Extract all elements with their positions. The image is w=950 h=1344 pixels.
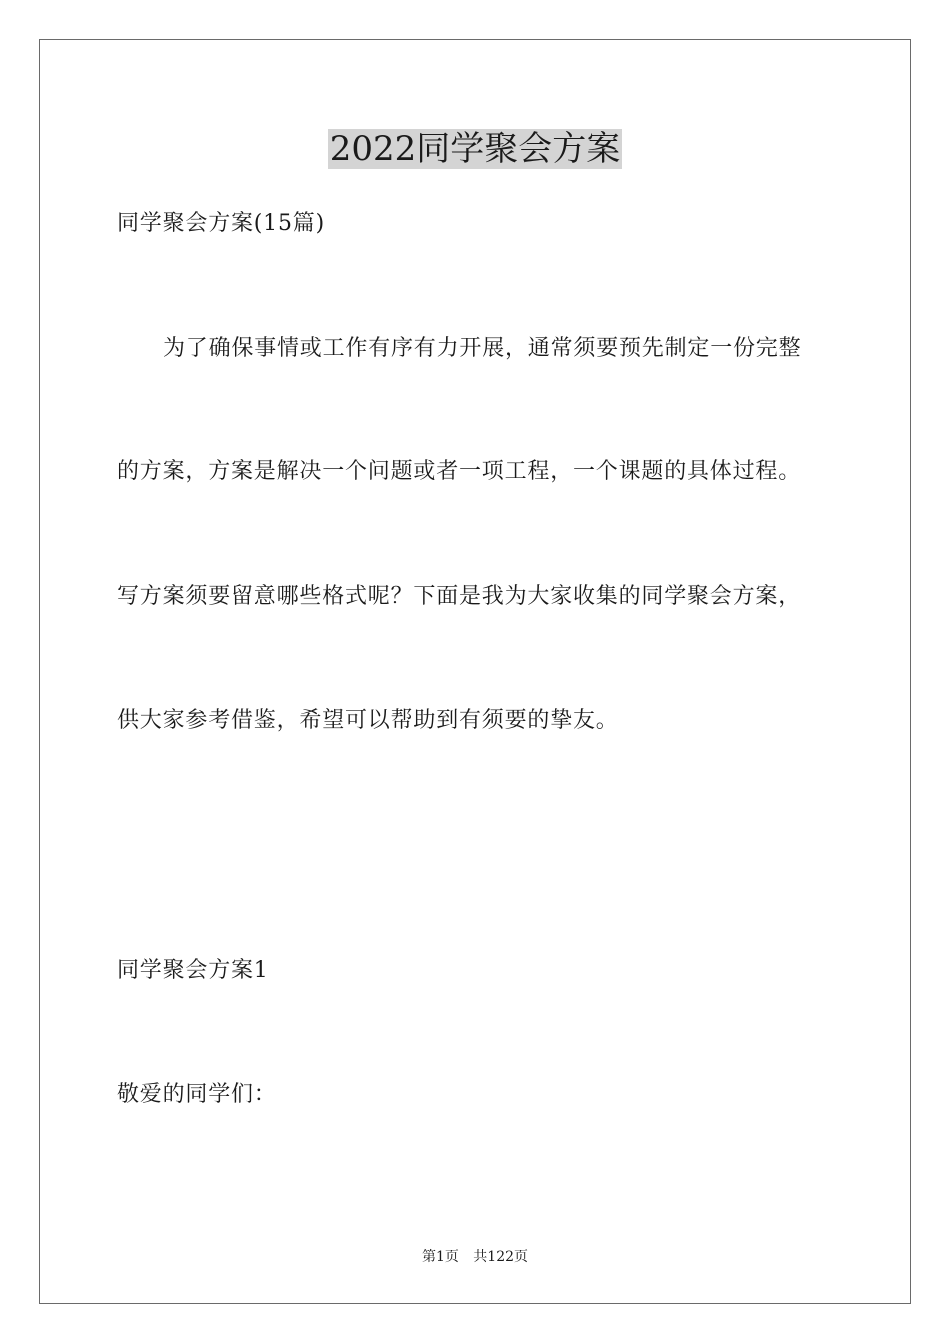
- salutation: 敬爱的同学们：: [117, 1082, 277, 1107]
- intro-line-2: 的方案，方案是解决一个问题或者一项工程，一个课题的具体过程。: [117, 459, 802, 484]
- document-title-text: 2022同学聚会方案: [329, 129, 621, 169]
- intro-line-3: 写方案须要留意哪些格式呢？下面是我为大家收集的同学聚会方案，: [117, 584, 802, 609]
- section-heading: 同学聚会方案1: [117, 958, 269, 983]
- document-subtitle: 同学聚会方案(15篇): [117, 211, 325, 236]
- intro-line-1: 为了确保事情或工作有序有力开展，通常须要预先制定一份完整: [163, 336, 802, 361]
- document-title: [0, 124, 950, 174]
- page-number-footer: 第1页 共122页: [421, 1249, 529, 1265]
- intro-line-4: 供大家参考借鉴，希望可以帮助到有须要的挚友。: [117, 708, 619, 733]
